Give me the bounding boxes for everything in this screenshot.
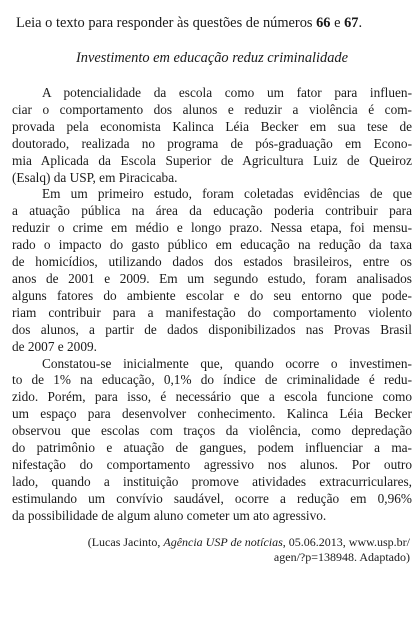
text-line: dos alunos, a partir de dados disponibilizados nas Provas Brasil — [12, 321, 412, 337]
citation-line-1 — [12, 535, 410, 550]
question-number-66: 66 — [316, 15, 331, 31]
text-line: provada pela economista Kalinca Léia Becker em sua tese de — [12, 118, 412, 134]
text-line: rado o impacto do gasto público em educação na redução da taxa — [12, 237, 412, 253]
text-line: observou que escolas com traços da violência, como depredação — [12, 423, 412, 439]
text-line: do patrimônio e atuação de gangues, podem influenciar a ma- — [12, 440, 412, 456]
text-line: A potencialidade da escola como um fator para influen- — [42, 85, 412, 100]
text-line: Constatou-se inicialmente que, quando ocorre o investimen- — [42, 355, 412, 371]
text-line: estimulando um convívio saudável, ocorre a redução em 0,96% — [12, 490, 412, 506]
instruction-prefix: Leia o texto para responder às questões de números — [16, 15, 317, 31]
text-line: riam contribuir para a manifestação do comportamento violento — [12, 304, 412, 320]
text-line: de 2007 e 2009. — [12, 338, 97, 354]
text-line: anos de 2001 e 2009. Em um segundo estudo, foram analisados — [12, 270, 412, 286]
text-line: alguns fatores do ambiente escolar e do seu entorno que pode- — [12, 287, 412, 303]
text-line: lado, quando a instituição promove atividades extracurriculares, — [12, 473, 412, 489]
source-citation — [12, 535, 412, 565]
instruction-mid: e — [330, 15, 345, 31]
question-instruction — [16, 14, 412, 32]
article-body — [12, 85, 412, 525]
text-line: nifestação do comportamento agressivo nos alunos. Por outro — [12, 456, 412, 472]
citation-line-2: agen/?p=138948. Adaptado) — [273, 549, 410, 564]
text-line: mia Aplicada da Escola Superior de Agricultura Luiz de Queiroz — [12, 152, 412, 168]
instruction-suffix: . — [358, 15, 363, 31]
paragraph-3 — [12, 356, 412, 525]
paragraph-2 — [12, 186, 412, 355]
text-line: Em um primeiro estudo, foram coletadas evidências de que — [42, 186, 412, 202]
citation-date-url: , 05.06.2013, www.usp.br/ — [282, 534, 410, 549]
citation-publication: Agência USP de notícias — [163, 534, 283, 549]
paragraph-1 — [12, 85, 412, 186]
text-line: ciar o comportamento dos alunos e reduzir a violência é com- — [12, 101, 412, 117]
text-line: de homicídios, utilizando dados dos estados brasileiros, entre os — [12, 254, 412, 270]
text-line: a atuação pública na área da educação poderia contribuir para — [12, 203, 412, 219]
question-number-67: 67 — [344, 15, 359, 31]
text-line: um espaço para desenvolver conhecimento. Kalinca Léia Becker — [12, 406, 412, 422]
text-line: doutorado, realizada no programa de pós-graduação em Econo- — [12, 135, 412, 151]
text-line: to de 1% na educação, 0,1% do índice de criminalidade é redu- — [12, 372, 412, 388]
text-line: reduzir o crime em médio e longo prazo. Nessa etapa, foi mensu- — [12, 220, 412, 236]
text-line: da possibilidade de algum aluno cometer um ato agressivo. — [12, 507, 327, 523]
article-title: Investimento em educação reduz criminalidade — [75, 50, 349, 66]
text-line: zido. Porém, para isso, é necessário que a escola funcione como — [12, 389, 412, 405]
text-line: (Esalq) da USP, em Piracicaba. — [12, 169, 178, 185]
citation-author: (Lucas Jacinto, — [87, 534, 164, 549]
